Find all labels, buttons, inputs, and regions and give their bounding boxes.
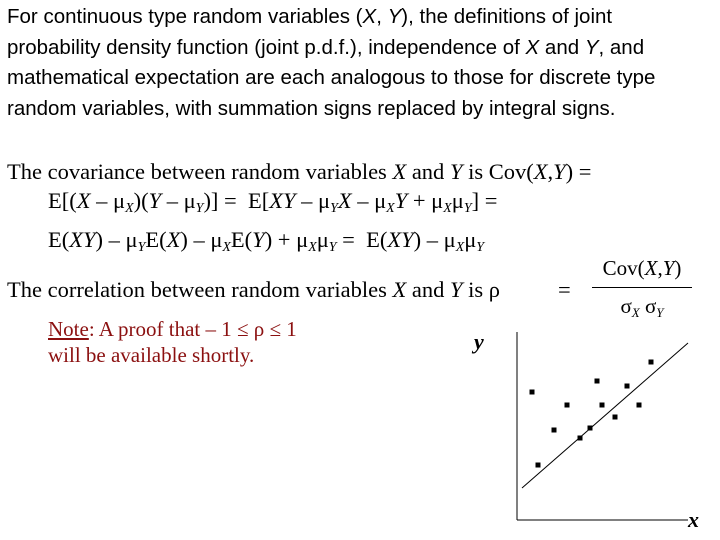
correlation-equals: = (558, 277, 571, 302)
var-x: X (392, 277, 407, 302)
var-x: X (533, 159, 548, 184)
covariance-text: is (462, 159, 489, 184)
scatter-point (588, 426, 593, 431)
covariance-expansion-line-1: $E[(X - \mu_X)(Y - \mu_Y)] = E[XY - \mu_YX - \mu_XY + \mu_X\mu_Y]$ = (48, 188, 498, 217)
covariance-text: and (406, 159, 450, 184)
covariance-expansion-line-2: $E(XY) - \mu_YE(X) - \mu_XE(Y) + \mu_X\mu_Y = E(XY) - \mu_X\mu_Y$ (48, 227, 485, 256)
intro-text: and (539, 36, 585, 59)
comma: , (376, 5, 388, 28)
note-text: will be available shortly. (48, 343, 255, 368)
var-y: Y (449, 159, 463, 184)
fraction-denominator: $\sigma_X$ $\sigma_Y$ (620, 294, 664, 320)
scatter-point (565, 403, 570, 408)
scatter-point (595, 379, 600, 384)
var-y: Y (387, 5, 402, 28)
scatter-points (530, 360, 654, 468)
rho-symbol: ρ (488, 277, 500, 302)
correlation-text: and (406, 277, 450, 302)
y-axis-label: y (474, 329, 484, 354)
var-y: Y (553, 159, 566, 184)
x-axis-label: x (688, 507, 699, 532)
fraction-numerator: Cov(X,Y) (602, 256, 682, 280)
correlation-text: The correlation between random variables (7, 277, 393, 302)
scatter-point (578, 436, 583, 441)
intro-text: , and (598, 36, 645, 59)
cov-close: ) = (565, 159, 592, 184)
scatter-point (613, 415, 618, 420)
note-text: : A proof that – 1 ≤ ρ ≤ 1 (88, 317, 297, 341)
scatter-point (625, 384, 630, 389)
intro-line-3: mathematical expectation are each analogous to those for discrete type (7, 66, 656, 89)
intro-text: ), the definitions of joint (401, 5, 613, 28)
trend-line (522, 343, 688, 488)
scatter-point (552, 428, 557, 433)
scatter-point (536, 463, 541, 468)
var-x: X (362, 5, 377, 28)
scatter-point (530, 390, 535, 395)
var-x: X (392, 159, 407, 184)
intro-text: probability density function (joint p.d.f.), independence of (7, 36, 526, 59)
covariance-text: The covariance between random variables (7, 159, 393, 184)
var-x: X (525, 36, 540, 59)
scatter-point (600, 403, 605, 408)
note-link[interactable]: Note (48, 317, 89, 341)
intro-line-4: random variables, with summation signs replaced by integral signs. (7, 97, 616, 120)
var-y: Y (449, 277, 463, 302)
intro-text: For continuous type random variables ( (7, 5, 363, 28)
scatter-point (649, 360, 654, 365)
cov-open: Cov( (488, 159, 534, 184)
scatter-point (637, 403, 642, 408)
comma: , (547, 159, 554, 184)
correlation-text: is (462, 277, 489, 302)
var-y: Y (584, 36, 599, 59)
